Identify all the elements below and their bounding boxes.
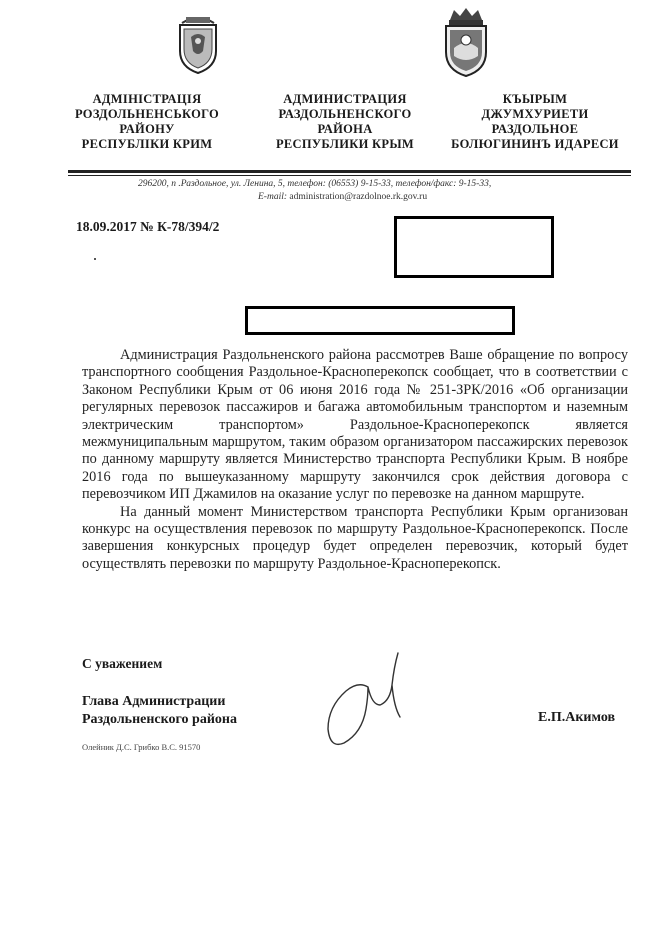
email-value: administration@razdolnoe.rk.gov.ru <box>289 192 428 202</box>
contact-email-line <box>258 192 427 202</box>
signatory-title-line2: Раздольненского района <box>82 712 237 727</box>
closing-phrase: С уважением <box>82 656 163 671</box>
email-label: E-mail: <box>258 192 288 202</box>
letterhead-rule-thick <box>68 170 631 173</box>
handwritten-signature-icon <box>310 645 420 755</box>
letterhead-ukrainian: АДМІНІСТРАЦІЯ РОЗДОЛЬНЕНСЬКОГО РАЙОНУ РЕСПУБЛІКИ КРИМ <box>74 92 220 151</box>
letterhead-russian: АДМИНИСТРАЦИЯ РАЗДОЛЬНЕНСКОГО РАЙОНА РЕСПУБЛИКИ КРЫМ <box>275 92 415 151</box>
document-reference: 18.09.2017 № К-78/394/2 <box>76 219 220 234</box>
letter-body <box>82 347 628 573</box>
signatory-title-line1: Глава Администрации <box>82 694 226 709</box>
letterhead-rule-thin <box>68 175 631 176</box>
body-paragraph-2: На данный момент Министерством транспорта Республики Крым организован конкурс на осуществления перевозок по маршруту Раздольное-Красноперекопск. После завершения конкурсных процедур будет определен перевозчик, который будет осуществлять перевозки по маршруту Раздольное-Красноперекопск. <box>82 503 628 572</box>
signatory-name: Е.П.Акимов <box>538 710 616 725</box>
redacted-recipient-box <box>394 216 554 278</box>
executor-note: Олейник Д.С. Грибко В.С. 91570 <box>82 742 201 752</box>
district-coat-of-arms-icon <box>440 8 492 78</box>
scan-speck <box>94 258 96 260</box>
redacted-salutation-box <box>245 306 515 335</box>
letterhead-crimean-tatar: КЪЫРЫМ ДЖУМХУРИЕТИ РАЗДОЛЬНОЕ БОЛЮГИНИНЪ ИДАРЕСИ <box>451 92 619 151</box>
raion-coat-of-arms-icon <box>174 13 222 75</box>
body-paragraph-1: Администрация Раздольненского района рассмотрев Ваше обращение по вопросу транспортного сообщения Раздольное-Красноперекопск сообщает, что в соответствии с Законом Республики Крым от 06 июня 2016 года № 251-ЗРК/2016 «Об организации регулярных перевозок пассажиров и багажа автомобильным транспортом и наземным электрическим транспортом» Раздольное-Красноперекопск является межмуниципальным маршрутом, таким образом организатором пассажирских перевозок по данному маршруту является Министерство транспорта Республики Крым. В ноябре 2016 года по вышеуказанному маршруту закончился срок действия договора с перевозчиком ИП Джамилов на оказание услуг по перевозке на данном маршруте. <box>82 347 628 503</box>
contact-address-line: 296200, п .Раздольное, ул. Ленина, 5, телефон: (06553) 9-15-33, телефон/факс: 9-15-33, <box>138 179 492 189</box>
